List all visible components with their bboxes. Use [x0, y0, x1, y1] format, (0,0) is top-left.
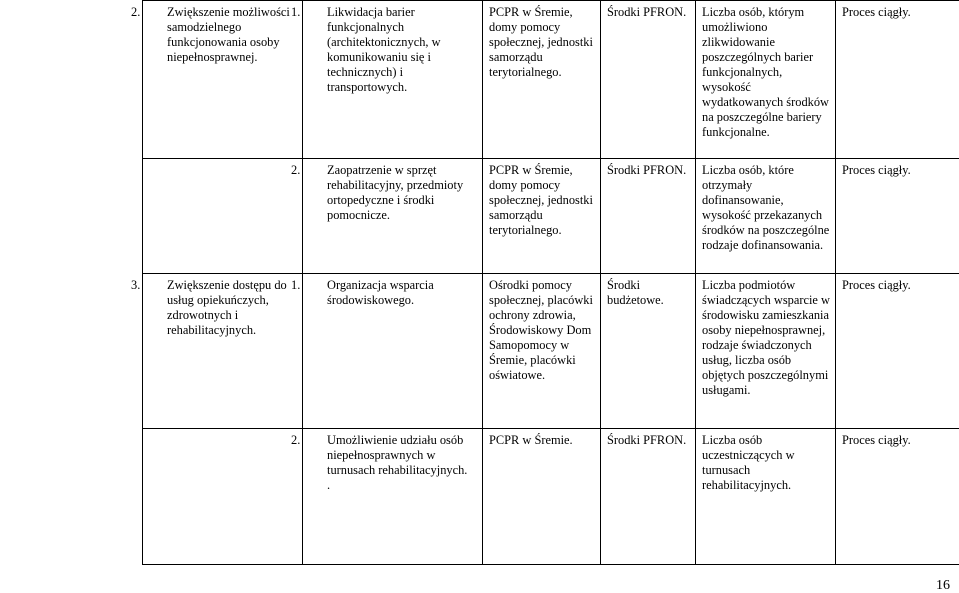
indicator-cell	[696, 1, 836, 159]
task-text: Organizacja wsparcia środowiskowego.	[327, 278, 434, 307]
task-number: 1.	[309, 5, 327, 20]
table-row	[143, 274, 959, 429]
table-row	[143, 1, 959, 159]
funds-cell	[601, 429, 696, 565]
task-number: 2.	[309, 433, 327, 448]
term-text: Proces ciągły.	[842, 433, 911, 447]
executor-text: Ośrodki pomocy społecznej, placówki ochrony zdrowia, Środowiskowy Dom Samopomocy w Śremie, placówki oświatowe.	[489, 278, 593, 382]
task-cell	[303, 429, 483, 565]
term-cell	[836, 274, 959, 429]
task-cell	[303, 274, 483, 429]
executor-cell	[483, 159, 601, 274]
goal-text: Zwiększenie możliwości samodzielnego funkcjonowania osoby niepełnosprawnej.	[167, 5, 290, 64]
funds-text: Środki PFRON.	[607, 5, 686, 19]
task-text: Umożliwienie udziału osób niepełnosprawnych w turnusach rehabilitacyjnych.	[327, 433, 467, 477]
goal-number: 3.	[149, 278, 167, 293]
executor-cell	[483, 274, 601, 429]
executor-cell	[483, 1, 601, 159]
goal-cell	[143, 274, 303, 429]
executor-text: PCPR w Śremie, domy pomocy społecznej, jednostki samorządu terytorialnego.	[489, 163, 593, 237]
indicator-cell	[696, 274, 836, 429]
page-number: 16	[936, 578, 950, 593]
funds-cell	[601, 1, 696, 159]
goal-cell	[143, 159, 303, 274]
term-text: Proces ciągły.	[842, 5, 911, 19]
executor-text: PCPR w Śremie, domy pomocy społecznej, jednostki samorządu terytorialnego.	[489, 5, 593, 79]
funds-text: Środki budżetowe.	[607, 278, 664, 307]
funds-cell	[601, 274, 696, 429]
executor-text: PCPR w Śremie.	[489, 433, 573, 447]
goal-cell	[143, 429, 303, 565]
task-number: 2.	[309, 163, 327, 178]
goal-cell	[143, 1, 303, 159]
indicator-text: Liczba osób, którym umożliwiono zlikwidowanie poszczególnych barier funkcjonalnych, wysokość wydatkowanych środków na poszczególne bariery funkcjonalne.	[702, 5, 829, 139]
document-table	[142, 0, 959, 565]
task-text: Zaopatrzenie w sprzęt rehabilitacyjny, przedmioty ortopedyczne i środki pomocnicze.	[327, 163, 463, 222]
indicator-cell	[696, 159, 836, 274]
goal-number: 2.	[149, 5, 167, 20]
task-cell	[303, 159, 483, 274]
task-text: Likwidacja barier funkcjonalnych (architektonicznych, w komunikowaniu się i technicznych) i transportowych.	[327, 5, 441, 94]
term-text: Proces ciągły.	[842, 163, 911, 177]
task-number: 1.	[309, 278, 327, 293]
term-cell	[836, 159, 959, 274]
table-row	[143, 429, 959, 565]
indicator-text: Liczba osób uczestniczących w turnusach rehabilitacyjnych.	[702, 433, 795, 492]
indicator-text: Liczba podmiotów świadczących wsparcie w środowisku zamieszkania osoby niepełnosprawnej, rodzaje świadczonych usług, liczba osób objętych poszczególnymi usługami.	[702, 278, 830, 397]
table-row	[143, 159, 959, 274]
funds-text: Środki PFRON.	[607, 163, 686, 177]
indicator-cell	[696, 429, 836, 565]
term-cell	[836, 1, 959, 159]
task-cell	[303, 1, 483, 159]
term-cell	[836, 429, 959, 565]
indicator-text: Liczba osób, które otrzymały dofinansowanie, wysokość przekazanych środków na poszczególne rodzaje dofinansowania.	[702, 163, 829, 252]
funds-cell	[601, 159, 696, 274]
task-extra-text: .	[327, 478, 330, 492]
goal-text: Zwiększenie dostępu do usług opiekuńczych, zdrowotnych i rehabilitacyjnych.	[167, 278, 287, 337]
executor-cell	[483, 429, 601, 565]
term-text: Proces ciągły.	[842, 278, 911, 292]
funds-text: Środki PFRON.	[607, 433, 686, 447]
